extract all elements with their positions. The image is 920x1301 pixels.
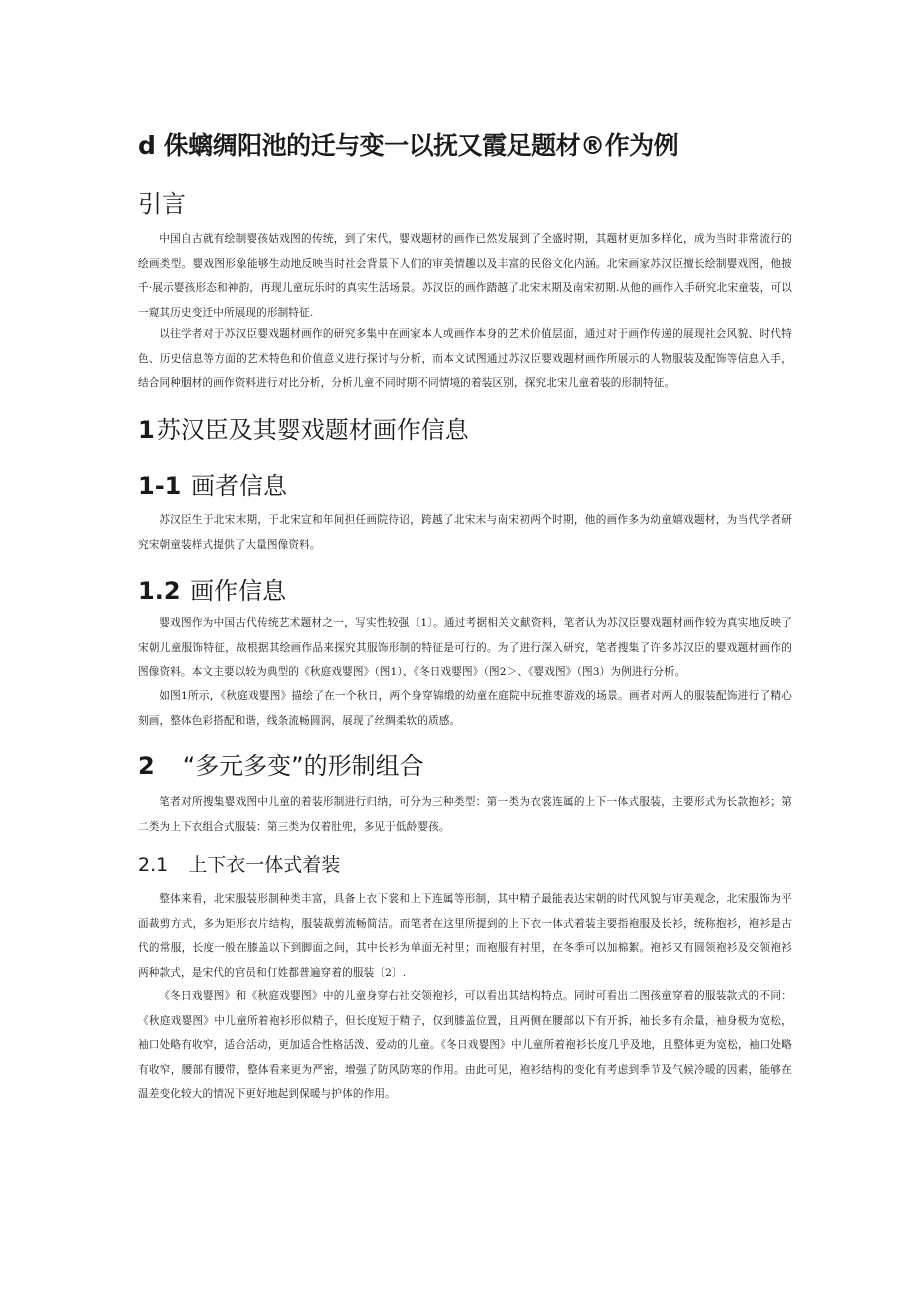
document-title: d 侏螭绸阳池的迁与变一以抚又霞足题材®作为例: [138, 131, 679, 160]
section-number: 1: [138, 416, 155, 444]
section-heading-text: 画作信息: [190, 577, 287, 605]
section-heading-2: [138, 750, 424, 782]
paragraph: 以往学者对于苏汉臣婴戏题材画作的研究多集中在画家本人或画作本身的艺术价值层面，通过对于画作传递的展现社会风貌、时代特色、历史信息等方面的艺术特色和价值意义进行探讨与分析，而本文试图通过苏汉臣婴戏题材画作所展示的人物服装及配饰等信息入手，结合同种胭材的画作资料进行对比分析，分析儿童不同时期不同情境的着装区别，探究北宋儿童着装的形制特征。: [138, 328, 792, 390]
section-heading-text: 苏汉臣及其婴戏题材画作信息: [156, 416, 469, 444]
section-number: 2: [138, 752, 155, 780]
section-heading-2-1: [138, 852, 340, 878]
section-heading-text: 引言: [138, 190, 186, 218]
paragraph: 婴戏图作为中国古代传统艺术题材之一，写实性较强〔1〕。通过考据相关文献资料，笔者认为苏汉臣婴戏题材画作较为真实地反映了宋朝儿童服饰特征，故根据其绘画作品来探究其服饰形制的特征是可行的。为了进行深入研究，笔者搜集了许多苏汉臣的婴戏题材画作的图像资料。本文主要以较为典型的《秋庭戏婴图》（图1）、《冬日戏婴图》（图2＞、《婴戏图》（图3）为例进行分析。: [138, 617, 792, 679]
paragraph: 苏汉臣生于北宋末期，于北宋宣和年间担任画院待诏，跨越了北宋末与南宋初两个时期，他的画作多为幼童嬉戏题材，为当代学者研究宋朝童装样式提供了大量图像资料。: [138, 514, 792, 551]
section-heading-1-2: [138, 575, 286, 607]
section-number: 2.1: [138, 854, 169, 876]
section-heading-text: “多元多变”的形制组合: [182, 752, 424, 780]
paragraph: 中国自古就有绘制婴孩姑戏图的传统，到了宋代，婴戏题材的画作已然发展到了全盛时期，其题材更加多样化，成为当时非常流行的绘画类型。婴戏图形象能够生动地反映当时社会背景下人们的审美情趣以及丰富的民俗文化内涵。北宋画家苏汉臣擅长绘制婴戏图，他披千·展示婴孩形态和神韵，再现儿童玩乐时的真实生活场景。苏汉臣的画作踏越了北宋末期及南宋初期.从他的画作入手研究北宋童装，可以一窥其历史变迁中所展现的形制特征.: [138, 233, 792, 319]
section-number: 1.2: [138, 577, 181, 605]
section-heading-intro: [138, 188, 186, 220]
paragraph: 《冬日戏婴图》和《秋庭戏婴图》中的儿童身穿右社交领袍衫，可以看出其结构特点。同时可看出二图孩童穿着的服装款式的不同：《秋庭戏婴图》中儿童所着袍衫形似精子，但长度短于精子，仅到膝盖位置，且两侧在腰部以下有开拆，袖长多有余量，袖身极为宽松，袖口处略有收窄，适合活动，更加适合性格活泼、爱动的儿童。《冬日戏婴图》中儿童所着袍衫长度几乎及地，且整体更为宽松，袖口处略有收窄，腰部有腰带，整体看来更为严密，增强了防风防寒的作用。由此可见，袍衫结构的变化有考虑到季节及气候冷暖的因素，能够在温差变化较大的情况下更好地起到保暖与护体的作用。: [138, 990, 792, 1101]
section-heading-1: [138, 414, 469, 446]
section-heading-1-1: [138, 470, 287, 502]
section-heading-text: 上下衣一体式着装: [188, 854, 341, 876]
section-number: 1-1: [138, 472, 182, 500]
paragraph: 如图1所示，《秋庭戏婴图》描绘了在一个秋日，两个身穿锦缎的幼童在庭院中玩推枣游戏的场景。画者对两人的服装配饰进行了精心刻画，整体色彩搭配和谐，线条流畅圆润，展现了丝绸柔软的质感。: [138, 690, 792, 727]
paragraph: 笔者对所搜集婴戏图中儿童的着装形制进行归纳，可分为三种类型：第一类为衣裳连属的上下一体式服装，主要形式为长款抱衫；第二类为上下衣组合式服装：第三类为仅着肚兜，多见于低龄婴孩。: [138, 796, 792, 833]
paragraph: 整体来看，北宋服装形制种类丰富，具备上衣下裳和上下连属等形制，其中精子最能表达宋朝的时代风貌与审美观念，北宋服饰为平面裁剪方式，多为矩形衣片结构，服装裁剪流畅简洁。而笔者在这里所提到的上下衣一体式着装主要指袍服及长衫，统称抱衫，袍衫是古代的常服，长度一般在膝盖以下到脚面之间，其中长衫为单面无衬里；而袍服有衬里，在冬季可以加棉絮。袍衫又有圆领袍衫及交领袍衫两种款式，是宋代的官员和仃姓都普遍穿着的服装〔2〕.: [138, 893, 792, 979]
section-heading-text: 画者信息: [191, 472, 287, 500]
